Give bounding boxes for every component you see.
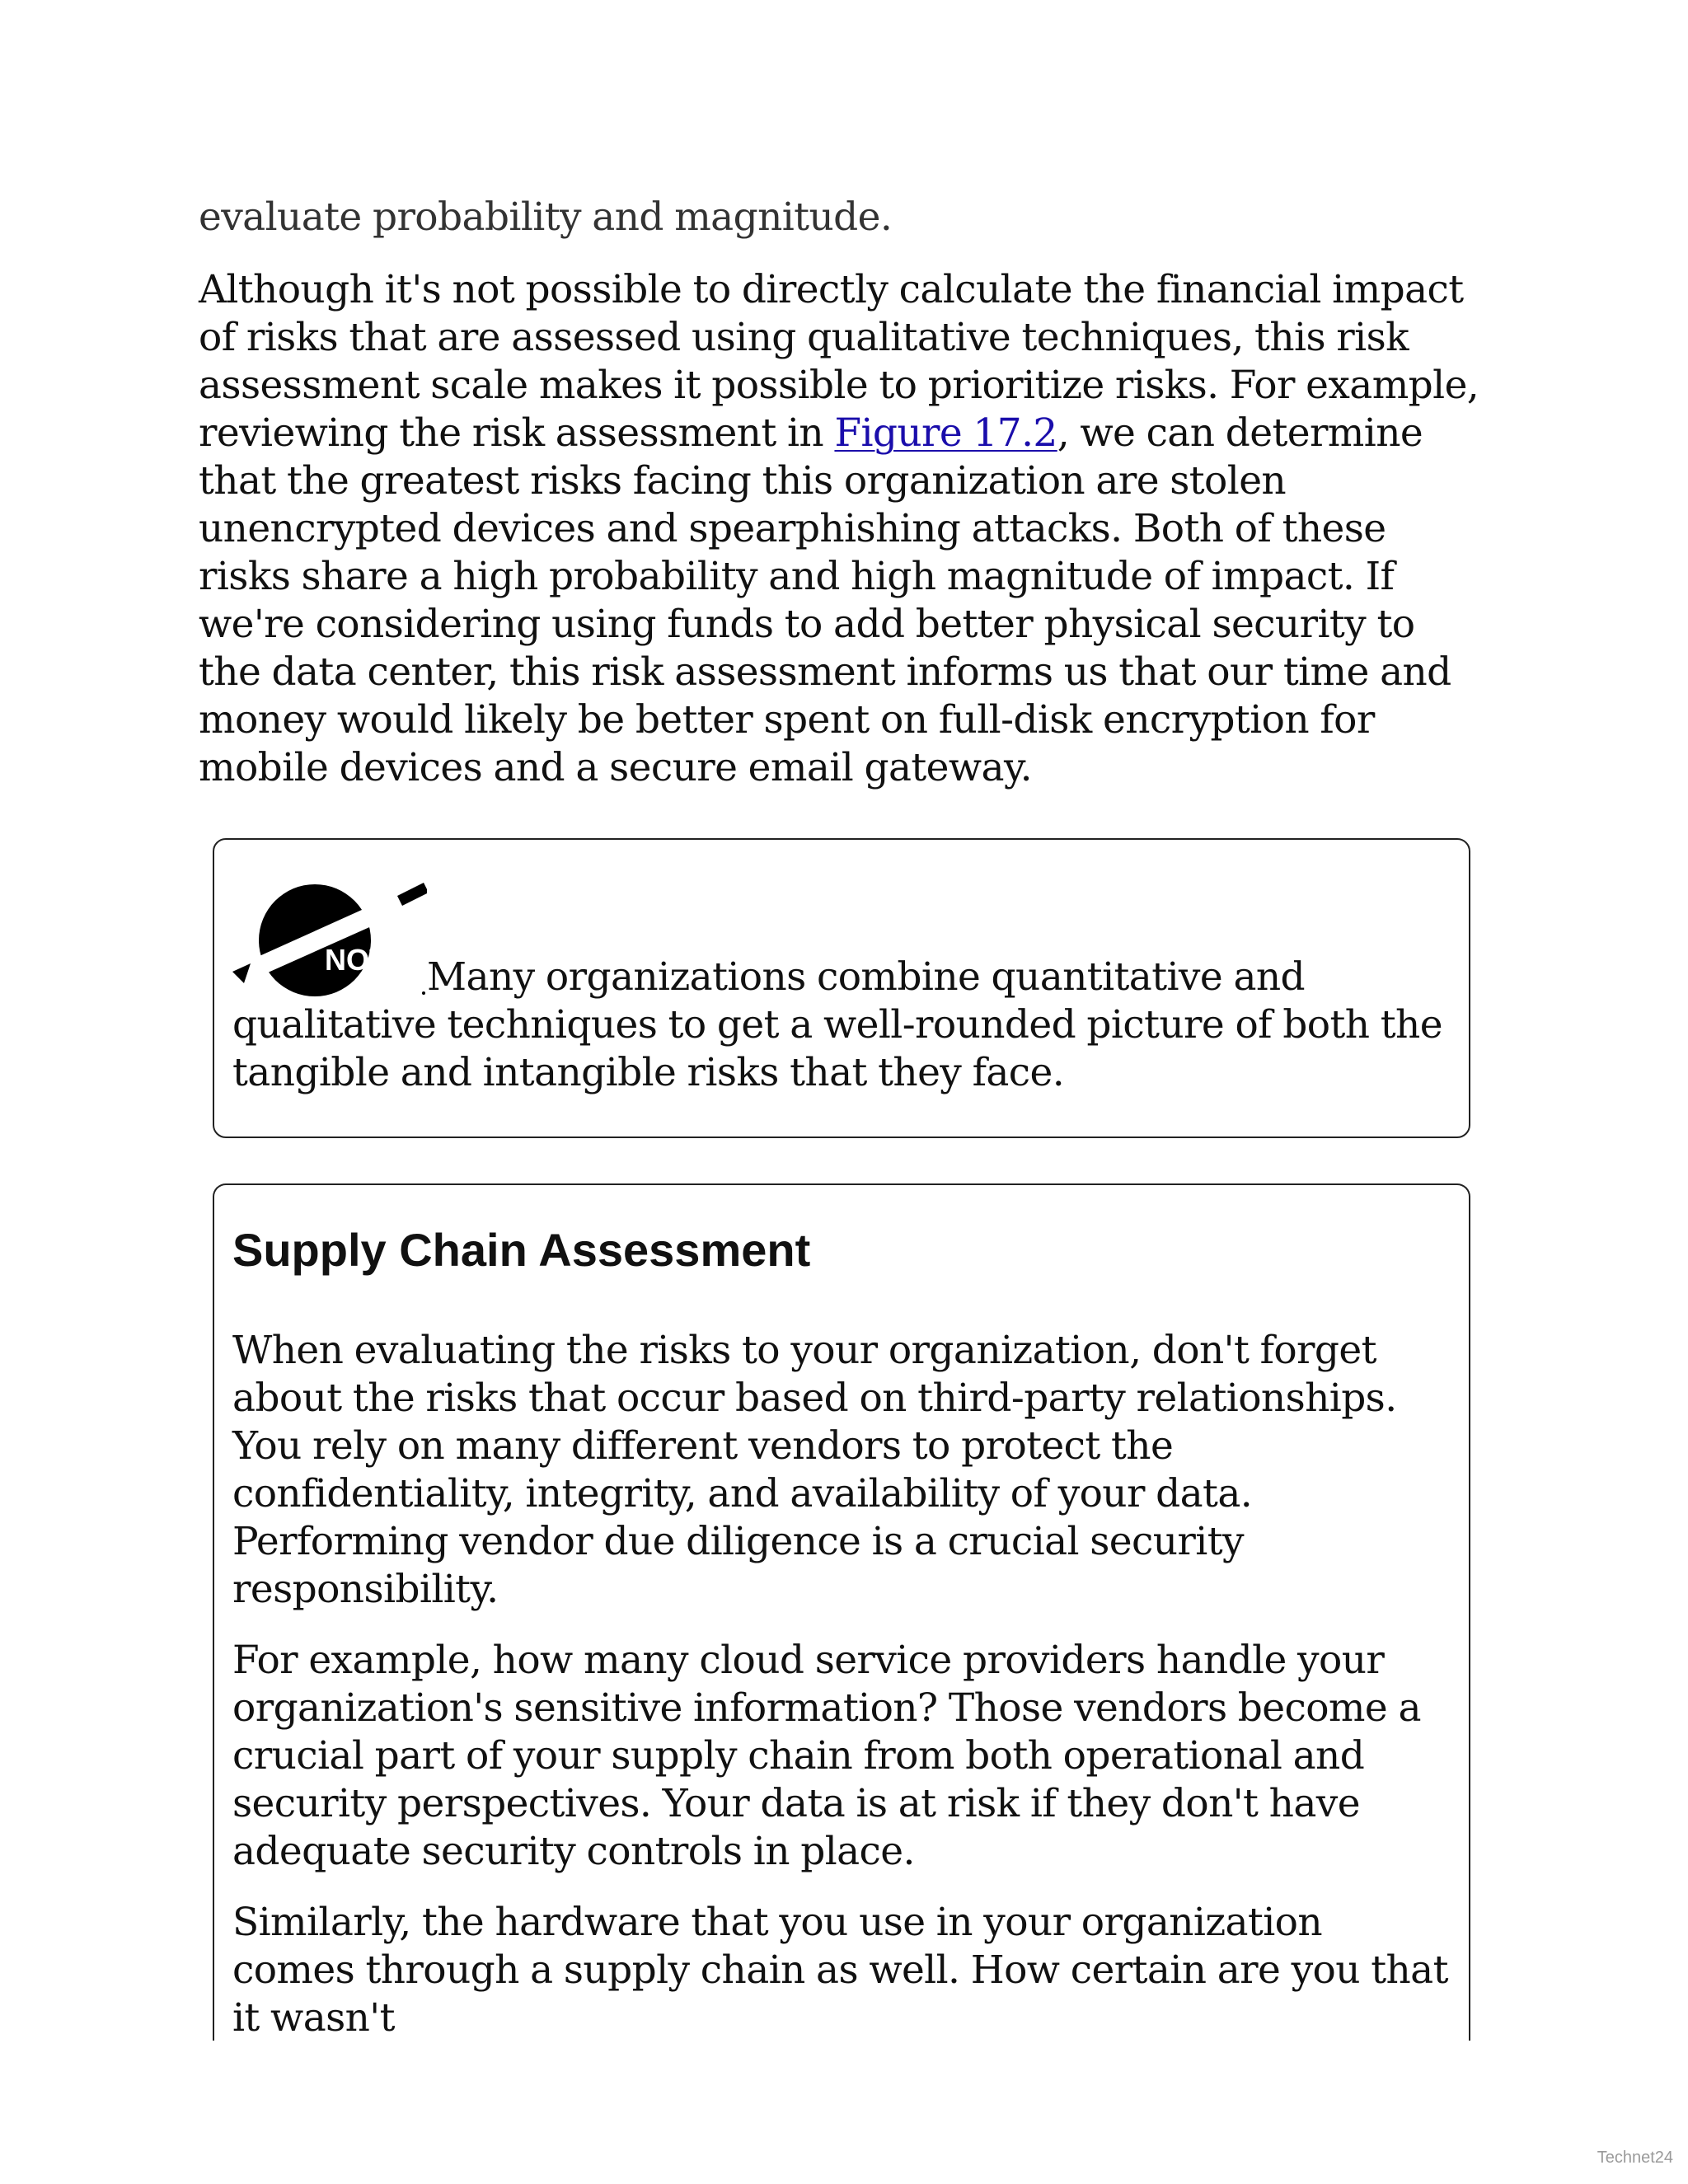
note-icon-label: NOTE [325, 943, 408, 977]
sidebar-paragraph-1: When evaluating the risks to your organization, don't forget about the risks that occur based on third-party relationships. You rely on many different vendors to protect the confidentiality, integrity, and availability of your data. Performing vendor due diligence is a crucial security responsibility. [232, 1328, 1397, 1612]
figure-link[interactable]: Figure 17.2 [834, 410, 1057, 456]
paragraph-text-after-link: , we can determine that the greatest risks facing this organization are stolen unencrypted devices and spearphishing attacks. Both of these risks share a high probability and high magnitude of impact. If we're considering using funds to add better physical security to the data center, this risk assessment informs us that our time and money would likely be better spent on full-disk encryption for mobile devices and a secure email gateway. [199, 410, 1451, 790]
note-box [213, 838, 1470, 1138]
main-paragraph [199, 266, 1484, 792]
note-text: Many organizations combine quantitative and qualitative techniques to get a well-rounded picture of both the tangible and intangible risks that they face. [232, 954, 1442, 1095]
note-icon [232, 874, 427, 998]
paragraph-text-before-link: Although it's not possible to directly calculate the financial impact of risks that are assessed using qualitative techniques, this risk assessment scale makes it possible to prioritize risks. For example, reviewing the risk assessment in [199, 267, 1479, 456]
watermark: Technet24 [1597, 2149, 1673, 2167]
sidebar-title: Supply Chain Assessment [232, 1224, 811, 1276]
sidebar-box [213, 1183, 1470, 2041]
lead-fragment: evaluate probability and magnitude. [199, 194, 893, 240]
sidebar-content [232, 1221, 1452, 2065]
note-content [232, 874, 1444, 1097]
sidebar-paragraph-2: For example, how many cloud service providers handle your organization's sensitive information? Those vendors become a crucial part of your supply chain from both operational and security perspectives. Your data is at risk if they don't have adequate security controls in place. [232, 1638, 1421, 1874]
page-body [199, 194, 1484, 835]
sidebar-paragraph-3: Similarly, the hardware that you use in your organization comes through a supply chain as well. How certain are you that it wasn't [232, 1900, 1448, 2041]
